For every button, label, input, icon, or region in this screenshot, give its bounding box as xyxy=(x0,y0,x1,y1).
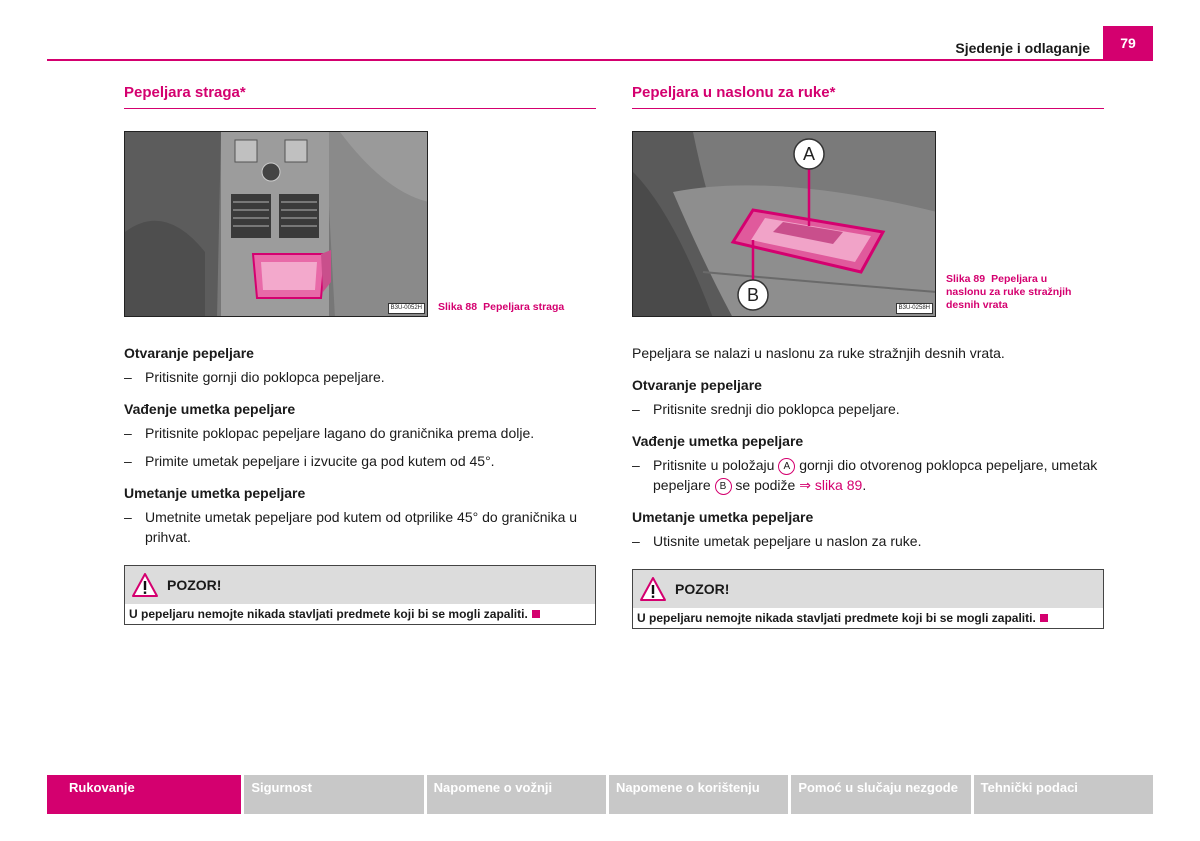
warning-title: POZOR! xyxy=(675,581,730,597)
list-item: – Utisnite umetak pepeljare u naslon za ruke. xyxy=(632,533,922,549)
warning-triangle-icon xyxy=(131,572,159,598)
tab-sigurnost[interactable]: Sigurnost xyxy=(244,775,423,814)
marker-b-icon: B xyxy=(715,478,732,495)
tab-napomene-o-koristenju[interactable]: Napomene o korištenju xyxy=(609,775,788,814)
list-item: – Pritisnite srednji dio poklopca pepeljare. xyxy=(632,401,900,417)
heading-inserting-insert: Umetanje umetka pepeljare xyxy=(124,485,306,501)
warning-text: U pepeljaru nemojte nikada stavljati predmete koji bi se mogli zapaliti. xyxy=(125,604,595,624)
tab-napomene-o-voznji[interactable]: Napomene o vožnji xyxy=(427,775,606,814)
warning-box xyxy=(124,565,596,625)
section-title-armrest-ashtray: Pepeljara u naslonu za ruke* xyxy=(632,84,1104,109)
chapter-title: Sjedenje i odlaganje xyxy=(955,40,1090,56)
footer-tabs xyxy=(47,775,1153,814)
figure-89-image xyxy=(632,131,936,317)
tab-rukovanje[interactable]: Rukovanje xyxy=(47,775,241,814)
page-number: 79 xyxy=(1103,26,1153,60)
callout-label-a: A xyxy=(802,144,815,164)
list-item: – Primite umetak pepeljare i izvucite ga pod kutem od 45°. xyxy=(124,453,495,469)
figure-89-link[interactable]: ⇒ slika 89 xyxy=(799,477,863,493)
figure-88-code: B3U-0052H xyxy=(388,303,425,314)
warning-title: POZOR! xyxy=(167,577,222,593)
heading-opening: Otvaranje pepeljare xyxy=(632,377,762,393)
figure-89-caption: Slika 89 Pepeljara u naslonu za ruke stražnjih desnih vrata xyxy=(946,273,1072,311)
warning-triangle-icon xyxy=(639,576,667,602)
figure-88-caption-text: Pepeljara straga xyxy=(483,301,565,313)
figure-89-code: B3U-0258H xyxy=(896,303,933,314)
list-item: – Umetnite umetak pepeljare pod kutem od otprilike 45° do graničnika u prihvat. xyxy=(124,509,578,545)
list-item: – Pritisnite gornji dio poklopca pepeljare. xyxy=(124,369,385,385)
header-rule xyxy=(47,59,1153,61)
warning-text: U pepeljaru nemojte nikada stavljati predmete koji bi se mogli zapaliti. xyxy=(633,608,1103,628)
list-item: – Pritisnite poklopac pepeljare lagano do graničnika prema dolje. xyxy=(124,425,535,441)
warning-header xyxy=(633,570,1103,608)
heading-removing-insert: Vađenje umetka pepeljare xyxy=(124,401,296,417)
tab-tehnicki-podaci[interactable]: Tehnički podaci xyxy=(974,775,1153,814)
figure-89-row xyxy=(632,131,1104,317)
left-column xyxy=(124,84,596,625)
figure-88-image xyxy=(124,131,428,317)
tab-pomoc-u-slucaju-nezgode[interactable]: Pomoć u slučaju nezgode xyxy=(791,775,970,814)
right-body xyxy=(632,343,1104,551)
figure-88-caption xyxy=(438,301,564,314)
list-item: – Pritisnite u položaju A gornji dio otvorenog poklopca pepeljare, umetak pepeljare B se podiže ⇒ slika 89. xyxy=(632,457,1098,493)
warning-header xyxy=(125,566,595,604)
figure-89-number: Slika 89 xyxy=(946,273,986,285)
heading-opening: Otvaranje pepeljare xyxy=(124,345,254,361)
callout-label-b: B xyxy=(746,285,759,305)
marker-a-icon: A xyxy=(778,458,795,475)
left-body xyxy=(124,343,596,547)
warning-box xyxy=(632,569,1104,629)
figure-88-number: Slika 88 xyxy=(438,301,478,313)
end-square-icon xyxy=(1040,614,1048,622)
intro-paragraph: Pepeljara se nalazi u naslonu za ruke stražnjih desnih vrata. xyxy=(632,345,1005,361)
right-column xyxy=(632,84,1104,629)
end-square-icon xyxy=(532,610,540,618)
section-title-rear-ashtray: Pepeljara straga* xyxy=(124,84,596,109)
figure-88-row xyxy=(124,131,596,317)
heading-removing-insert: Vađenje umetka pepeljare xyxy=(632,433,804,449)
heading-inserting-insert: Umetanje umetka pepeljare xyxy=(632,509,814,525)
